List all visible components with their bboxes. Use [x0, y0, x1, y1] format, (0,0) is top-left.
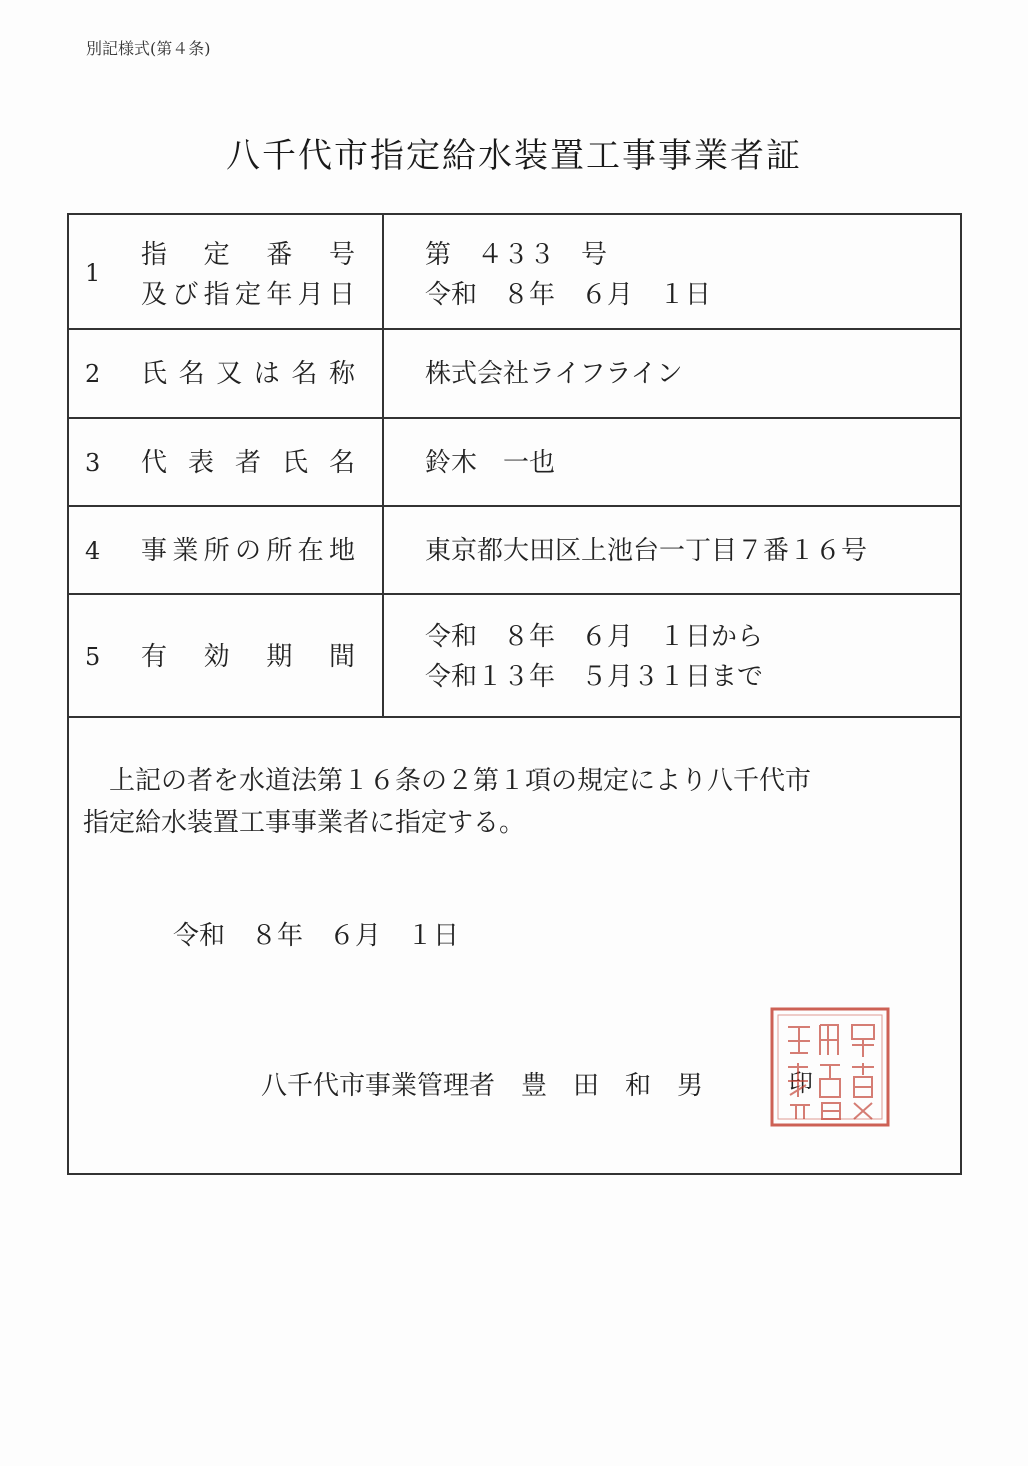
row-number: 2 — [85, 360, 101, 388]
table-row — [69, 215, 960, 330]
statement-line: 指定給水装置工事事業者に指定する。 — [83, 808, 526, 838]
issue-date: 令和 ８年 ６月 １日 — [173, 921, 460, 951]
seal-mark: 印 — [789, 1069, 813, 1097]
designation-date: 令和 ８年 ６月 １日 — [425, 280, 712, 310]
representative-name: 鈴木 一也 — [425, 448, 556, 478]
official-seal-icon — [768, 1005, 892, 1129]
designation-statement — [83, 760, 953, 844]
table-row — [69, 330, 960, 419]
validity-end: 令和１３年 ５月３１日まで — [425, 662, 764, 692]
row-label: 及び指定年月日 — [141, 280, 355, 310]
statement-line: 上記の者を水道法第１６条の２第１項の規定により八千代市 — [83, 766, 812, 796]
row-label: 指 定 番 号 — [141, 240, 355, 270]
row-label: 氏名又は名称 — [141, 359, 355, 389]
designation-number: 第 ４３３ 号 — [425, 240, 608, 270]
row-number: 1 — [85, 259, 101, 287]
document-title: 八千代市指定給水装置工事事業者証 — [226, 136, 802, 176]
table-row — [69, 419, 960, 507]
row-number: 4 — [85, 537, 101, 565]
office-address: 東京都大田区上池台一丁目７番１６号 — [425, 536, 868, 566]
row-number: 3 — [85, 449, 101, 477]
company-name: 株式会社ライフライン — [425, 359, 683, 389]
table-row — [69, 595, 960, 718]
row-label: 有効期間 — [141, 642, 355, 672]
row-number: 5 — [85, 643, 101, 671]
signer-name: 八千代市事業管理者 豊 田 和 男 — [261, 1071, 704, 1101]
validity-start: 令和 ８年 ６月 １日から — [425, 622, 764, 652]
table-row — [69, 507, 960, 595]
certificate-frame — [67, 213, 962, 1175]
row-label: 代表者氏名 — [141, 448, 355, 478]
form-note: 別記様式(第４条) — [86, 39, 211, 58]
row-label: 事業所の所在地 — [141, 536, 355, 566]
